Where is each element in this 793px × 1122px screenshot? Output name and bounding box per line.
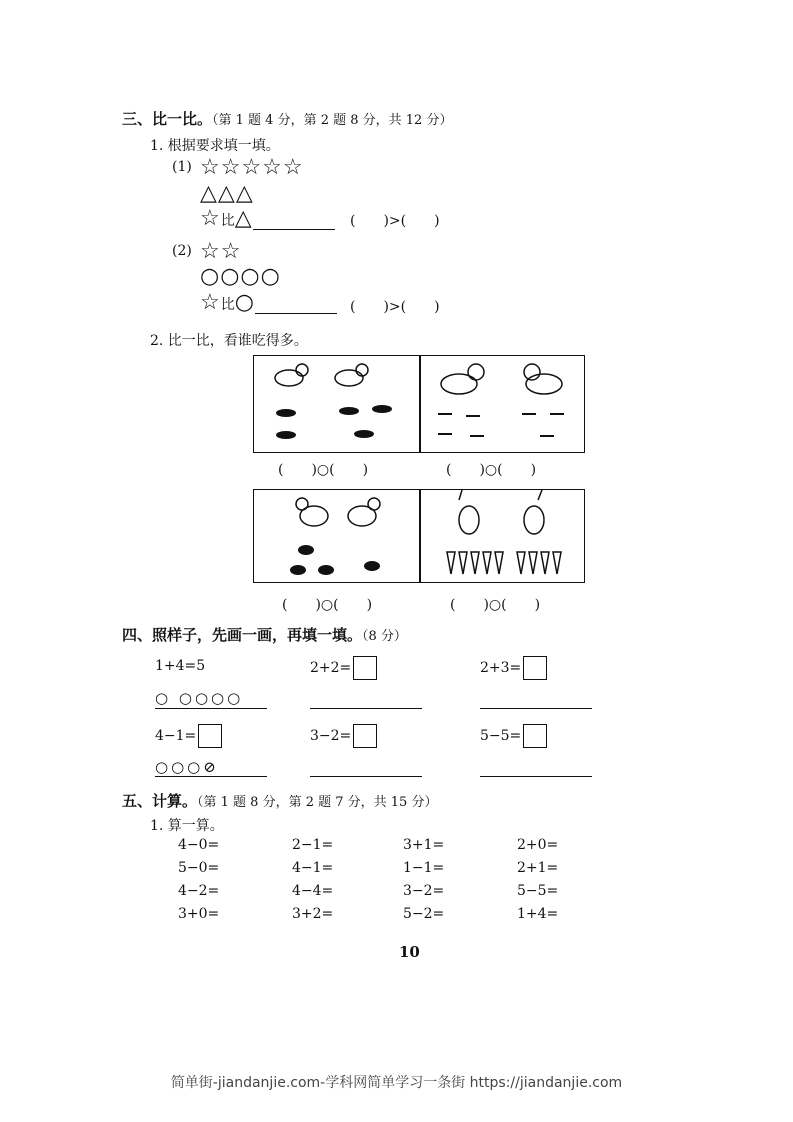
calc-cell[interactable]: 2+1= [517,860,559,876]
star-icon: ☆ [200,206,221,231]
calc-cell[interactable]: 5−5= [517,883,559,899]
calc-cell[interactable]: 5−2= [403,906,445,922]
q1-2-compare-blanks[interactable]: ( )>( ) [350,299,440,315]
answer-box[interactable] [353,724,377,748]
q1-1-stars: ☆☆☆☆☆ [200,155,304,180]
example-drawing-2: ○○○⊘ [155,758,219,776]
answer-blank[interactable] [255,299,337,314]
compare-blank-cats-fish[interactable]: ( )○( ) [278,462,369,478]
equation-2-row [310,656,377,680]
section-5-heading [122,790,437,811]
calc-cell[interactable]: 3+1= [403,837,445,853]
section-3-score: （第 1 题 4 分，第 2 题 8 分，共 12 分） [212,113,453,128]
equation-4-row [155,724,222,748]
answer-box[interactable] [353,656,377,680]
fish-icon [276,405,392,439]
drawing-line[interactable] [310,708,422,709]
site-footer[interactable]: 简单街-jiandanjie.com-学科网简单学习一条街 https://jiandanjie.com [170,1075,623,1091]
answer-box[interactable] [198,724,222,748]
q2-title: 2. 比一比，看谁吃得多。 [150,333,308,349]
calc-cell[interactable]: 2−1= [292,837,334,853]
q1-2-circles: ○○○○ [200,264,281,289]
calc-cell[interactable]: 4−2= [178,883,220,899]
calc-cell[interactable]: 4−1= [292,860,334,876]
equation-5: 3−2= [310,728,352,744]
calc-cell[interactable]: 4−4= [292,883,334,899]
compare-word: 比 [220,213,235,229]
equation-6-row [480,724,547,748]
circle-icon: ○ [234,290,255,315]
rabbit-icon [459,490,544,534]
section-4-score: （8 分） [362,629,407,644]
q1-title: 1. 根据要求填一填。 [150,138,280,154]
section-4-heading [122,624,407,645]
triangle-icon: △ [234,206,253,231]
answer-blank[interactable] [253,215,335,230]
compare-blank-dogs-bones[interactable]: ( )○( ) [446,462,537,478]
calc-cell[interactable]: 4−0= [178,837,220,853]
equation-3: 2+3= [480,660,522,676]
q1-2-stars: ☆☆ [200,239,242,264]
picture-panel-top [253,355,585,453]
calc-cell[interactable]: 5−0= [178,860,220,876]
q1-1-number: (1) [172,159,192,175]
equation-3-row [480,656,547,680]
equation-6: 5−5= [480,728,522,744]
picture-panel-bottom [253,489,585,583]
calc-q1-title: 1. 算一算。 [150,818,224,834]
compare-blank-chicks-worms[interactable]: ( )○( ) [282,597,373,613]
equation-4: 4−1= [155,728,197,744]
bone-icon [438,414,564,436]
drawing-line [155,708,267,709]
carrot-icon [447,552,561,574]
calc-cell[interactable]: 3−2= [403,883,445,899]
animals-food-illustration [254,356,584,452]
answer-box[interactable] [523,724,547,748]
calc-cell[interactable]: 1−1= [403,860,445,876]
drawing-line[interactable] [310,776,422,777]
q1-2-compare-row [200,292,337,314]
q1-1-compare-row [200,208,335,230]
drawing-line[interactable] [480,776,592,777]
drawing-line[interactable] [480,708,592,709]
calc-cell[interactable]: 3+2= [292,906,334,922]
page-number: 10 [399,943,420,961]
section-4-title: 四、照样子，先画一画，再填一填。 [122,626,363,644]
dog-icon [441,364,562,394]
section-5-title: 五、计算。 [122,792,198,810]
equation-2: 2+2= [310,660,352,676]
compare-word: 比 [220,297,235,313]
cat-icon [275,364,368,386]
drawing-line [155,776,267,777]
q1-1-triangles: △△△ [200,181,254,206]
calc-cell[interactable]: 1+4= [517,906,559,922]
section-3-heading [122,108,452,129]
equation-1: 1+4=5 [155,658,206,674]
equation-5-row [310,724,377,748]
q1-2-number: (2) [172,243,192,259]
worm-icon [290,545,380,575]
star-icon: ☆ [200,290,221,315]
chick-icon [296,498,380,526]
compare-blank-rabbits-carrots[interactable]: ( )○( ) [450,597,541,613]
calc-cell[interactable]: 3+0= [178,906,220,922]
section-3-title: 三、比一比。 [122,110,213,128]
calc-cell[interactable]: 2+0= [517,837,559,853]
birds-rabbits-illustration [254,490,584,582]
answer-box[interactable] [523,656,547,680]
q1-1-compare-blanks[interactable]: ( )>( ) [350,213,440,229]
example-drawing-1: ○ ○○○○ [155,689,244,707]
section-5-score: （第 1 题 8 分，第 2 题 7 分，共 15 分） [197,795,438,810]
